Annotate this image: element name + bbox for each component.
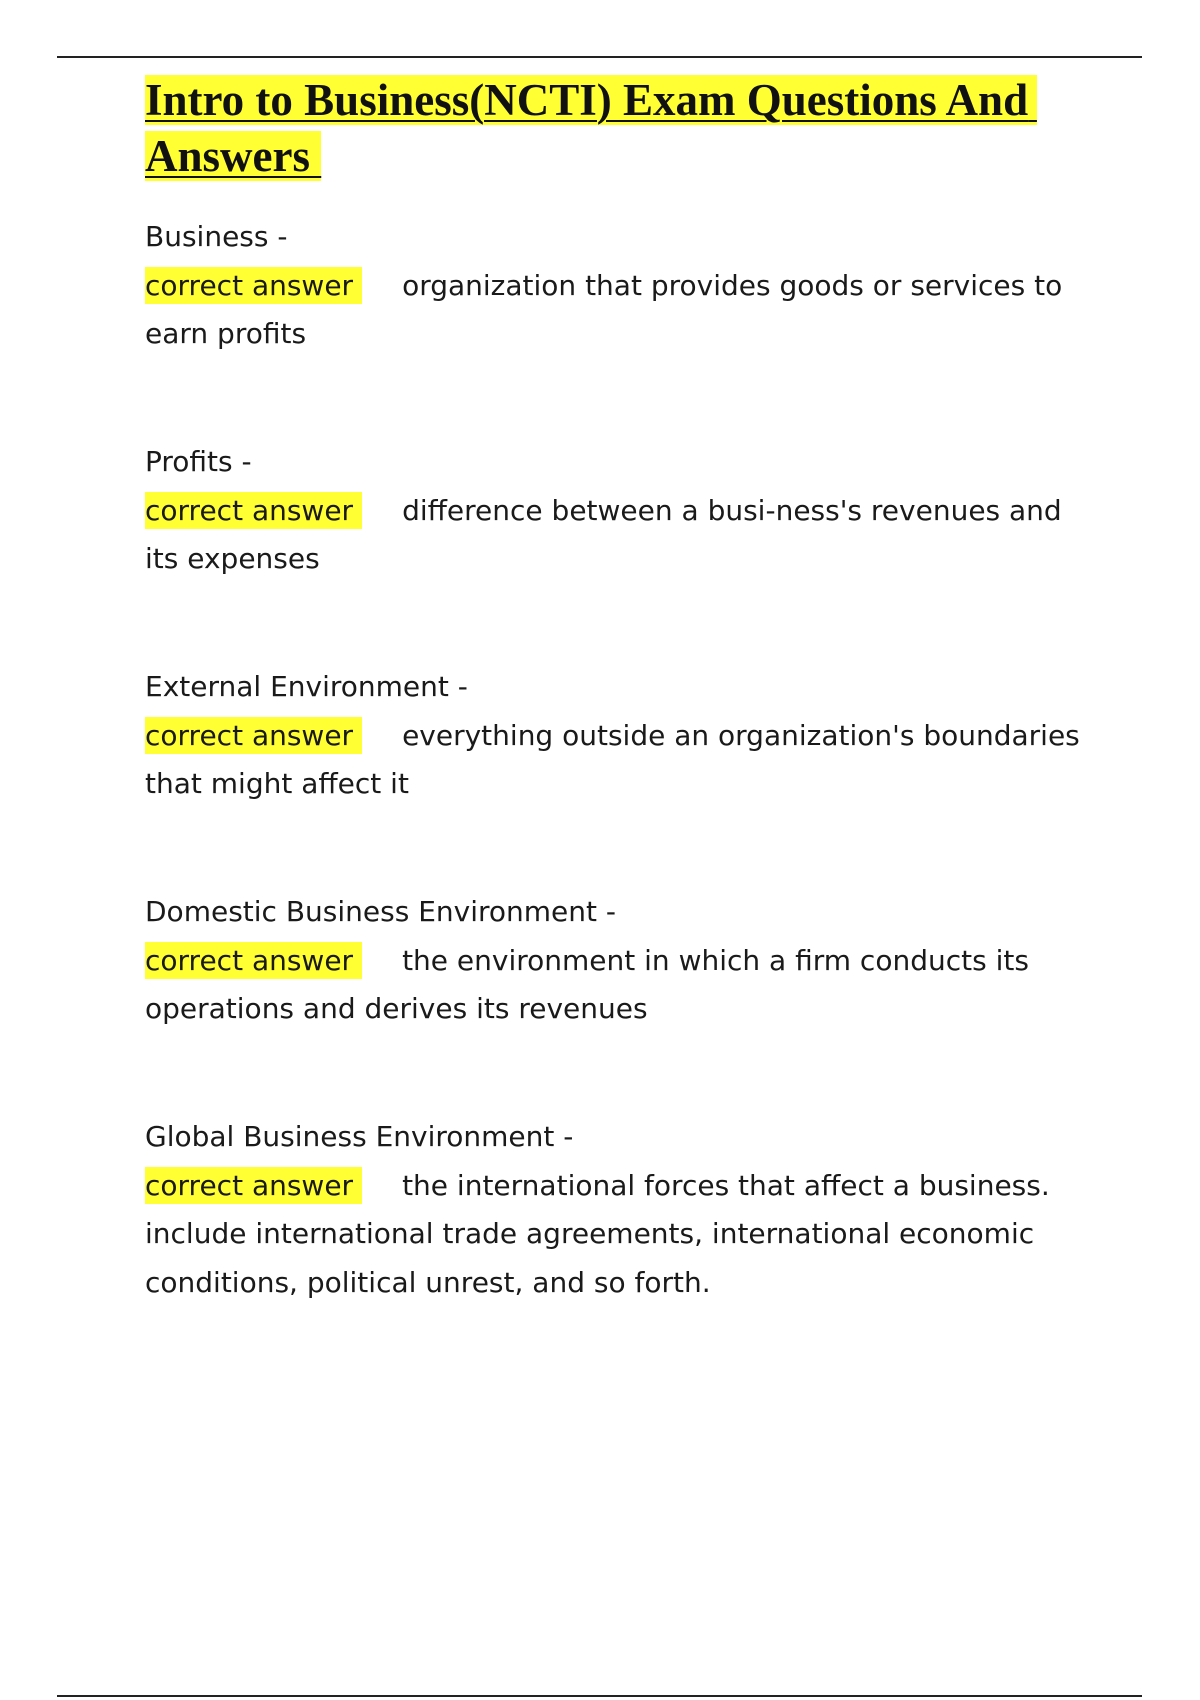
qa-definition: difference between a busi-ness's revenues and its expenses xyxy=(145,493,1062,575)
qa-term: Domestic Business Environment - xyxy=(145,895,616,928)
document-title xyxy=(145,72,1045,184)
qa-item xyxy=(145,663,1085,888)
bottom-rule xyxy=(57,1695,1142,1697)
qa-term: Profits - xyxy=(145,445,252,478)
qa-item xyxy=(145,1113,1085,1338)
qa-item xyxy=(145,438,1085,663)
qa-answer xyxy=(145,487,1085,584)
correct-answer-tag: correct answer xyxy=(145,717,362,754)
correct-answer-tag: correct answer xyxy=(145,492,362,529)
qa-term: Business - xyxy=(145,220,288,253)
document-title-text: Intro to Business(NCTI) Exam Questions And Answers xyxy=(145,75,1037,181)
top-rule xyxy=(57,56,1142,58)
qa-term: External Environment - xyxy=(145,670,468,703)
qa-item xyxy=(145,213,1085,438)
qa-answer xyxy=(145,937,1085,1034)
qa-list xyxy=(145,213,1085,1338)
correct-answer-tag: correct answer xyxy=(145,942,362,979)
qa-answer xyxy=(145,262,1085,359)
correct-answer-tag: correct answer xyxy=(145,1167,362,1204)
qa-term: Global Business Environment - xyxy=(145,1120,574,1153)
correct-answer-tag: correct answer xyxy=(145,267,362,304)
qa-definition: organization that provides goods or services to earn profits xyxy=(145,268,1063,350)
qa-definition: everything outside an organization's boundaries that might affect it xyxy=(145,718,1080,800)
qa-answer xyxy=(145,1162,1085,1308)
qa-answer xyxy=(145,712,1085,809)
qa-definition: the environment in which a firm conducts its operations and derives its revenues xyxy=(145,943,1029,1025)
qa-item xyxy=(145,888,1085,1113)
qa-definition: the international forces that affect a business. include international trade agreements, international economic conditions, political unrest, and so forth. xyxy=(145,1168,1050,1299)
